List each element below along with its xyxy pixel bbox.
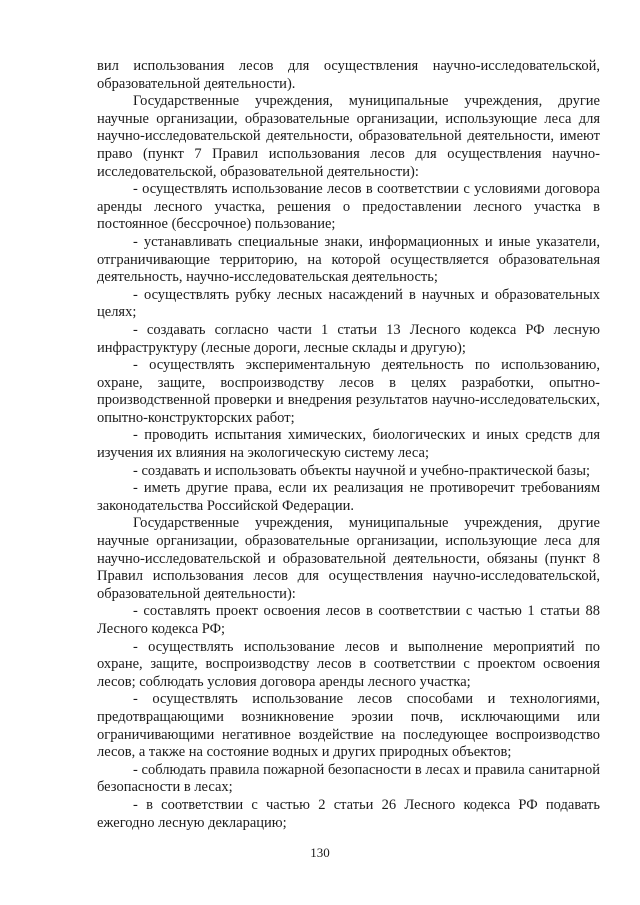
list-item: - осуществлять экспериментальную деятельность по использованию, охране, защите, воспроизводству лесов в целях разработки, опытно-производственной проверки и внедрения результатов научно-исследовательских, опытно-конструкторских работ;	[97, 357, 600, 426]
list-item: - проводить испытания химических, биологических и иных средств для изучения их влияния на экологическую систему леса;	[97, 427, 600, 462]
list-item: - иметь другие права, если их реализация не противоречит требованиям законодательства Российской Федерации.	[97, 480, 600, 514]
list-item: - устанавливать специальные знаки, информационных и иные указатели, отграничивающие территорию, на которой осуществляется образовательная деятельность, научно-исследовательская деятельность;	[97, 233, 600, 286]
paragraph: Государственные учреждения, муниципальные учреждения, другие научные организации, образовательные организации, использующие леса для научно-исследовательской деятельности, образовательной деятельности, имеют право (пункт 7 Правил использования лесов для осуществления научно-исследовательской, образовательной деятельности):	[97, 93, 600, 180]
paragraph: вил использования лесов для осуществления научно-исследовательской, образовательной деятельности).	[97, 58, 600, 92]
page-number: 130	[310, 845, 330, 860]
list-item: - создавать согласно части 1 статьи 13 Лесного кодекса РФ лесную инфраструктуру (лесные дороги, лесные склады и другую);	[97, 321, 600, 356]
list-item: - осуществлять использование лесов и выполнение мероприятий по охране, защите, воспроизводству лесов в соответствии с проектом освоения лесов; соблюдать условия договора аренды лесного участка;	[97, 638, 600, 690]
list-item: - в соответствии с частью 2 статьи 26 Лесного кодекса РФ подавать ежегодно лесную декларацию;	[97, 796, 600, 831]
paragraph: Государственные учреждения, муниципальные учреждения, другие научные организации, образовательные организации, использующие леса для научно-исследовательской и образовательной деятельности, обязаны (пункт 8 Правил использования лесов для осуществления научно-исследовательской, образовательной деятельности):	[97, 515, 600, 602]
list-item: - составлять проект освоения лесов в соответствии с частью 1 статьи 88 Лесного кодекса РФ;	[97, 603, 600, 637]
body-text	[97, 58, 600, 832]
list-item: - соблюдать правила пожарной безопасности в лесах и правила санитарной безопасности в лесах;	[97, 761, 600, 796]
list-item: - осуществлять использование лесов способами и технологиями, предотвращающими возникновение эрозии почв, исключающими или ограничивающими негативное воздействие на последующее воспроизводство лесов, а также на состояние водных и других природных объектов;	[97, 691, 600, 761]
list-item: - осуществлять использование лесов в соответствии с условиями договора аренды лесного участка, решения о предоставлении лесного участка в постоянное (бессрочное) пользование;	[97, 181, 600, 233]
list-item: - создавать и использовать объекты научной и учебно-практической базы;	[133, 462, 591, 479]
list-item: - осуществлять рубку лесных насаждений в научных и образовательных целях;	[97, 286, 600, 321]
